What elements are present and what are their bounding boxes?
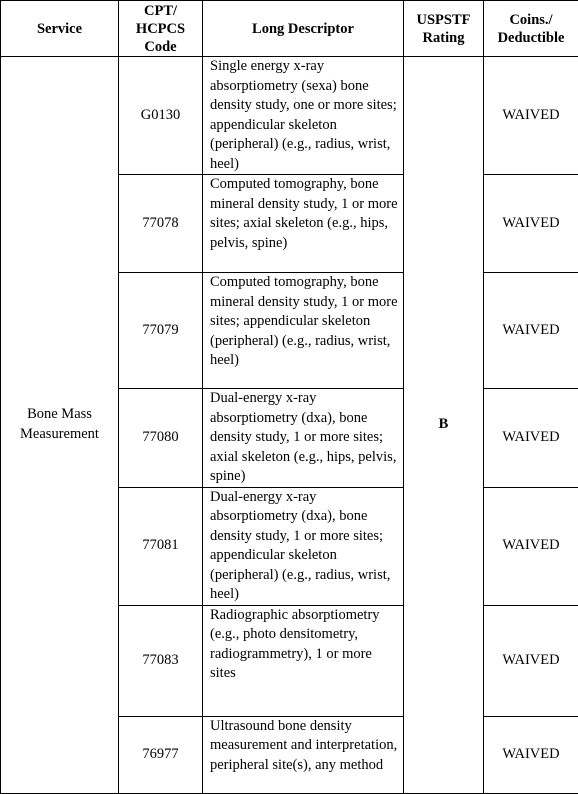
code-cell: 77079 — [119, 273, 203, 389]
rating-cell: B — [404, 57, 484, 794]
coins-cell: WAIVED — [484, 273, 578, 389]
header-code: CPT/ HCPCS Code — [119, 1, 203, 57]
header-service: Service — [1, 1, 119, 57]
code-cell: 77078 — [119, 175, 203, 273]
descriptor-cell: Dual-energy x-ray absorptiometry (dxa), bone density study, 1 or more sites; axial skeleton (e.g., hips, pelvis, spine) — [203, 389, 404, 488]
coins-cell: WAIVED — [484, 605, 578, 716]
descriptor-cell: Computed tomography, bone mineral density study, 1 or more sites; appendicular skeleton (peripheral) (e.g., radius, wrist, heel) — [203, 273, 404, 389]
coins-cell: WAIVED — [484, 57, 578, 175]
header-row — [1, 1, 578, 57]
descriptor-cell: Ultrasound bone density measurement and interpretation, peripheral site(s), any method — [203, 716, 404, 793]
descriptor-cell: Radiographic absorptiometry (e.g., photo densitometry, radiogrammetry), 1 or more sites — [203, 605, 404, 716]
descriptor-cell: Dual-energy x-ray absorptiometry (dxa), bone density study, 1 or more sites; appendicular skeleton (peripheral) (e.g., radius, wrist, heel) — [203, 487, 404, 605]
coins-cell: WAIVED — [484, 175, 578, 273]
code-cell: 77081 — [119, 487, 203, 605]
table-row — [1, 57, 578, 175]
coins-cell: WAIVED — [484, 716, 578, 793]
service-cell: Bone Mass Measurement — [1, 57, 119, 794]
header-descriptor: Long Descriptor — [203, 1, 404, 57]
code-cell: 77080 — [119, 389, 203, 488]
descriptor-cell: Single energy x-ray absorptiometry (sexa) bone density study, one or more sites; appendicular skeleton (peripheral) (e.g., radius, wrist, heel) — [203, 57, 404, 175]
coins-cell: WAIVED — [484, 487, 578, 605]
descriptor-cell: Computed tomography, bone mineral density study, 1 or more sites; axial skeleton (e.g., hips, pelvis, spine) — [203, 175, 404, 273]
header-coins-deductible: Coins./ Deductible — [484, 1, 578, 57]
header-rating: USPSTF Rating — [404, 1, 484, 57]
code-cell: 77083 — [119, 605, 203, 716]
code-cell: G0130 — [119, 57, 203, 175]
coins-cell: WAIVED — [484, 389, 578, 488]
code-cell: 76977 — [119, 716, 203, 793]
